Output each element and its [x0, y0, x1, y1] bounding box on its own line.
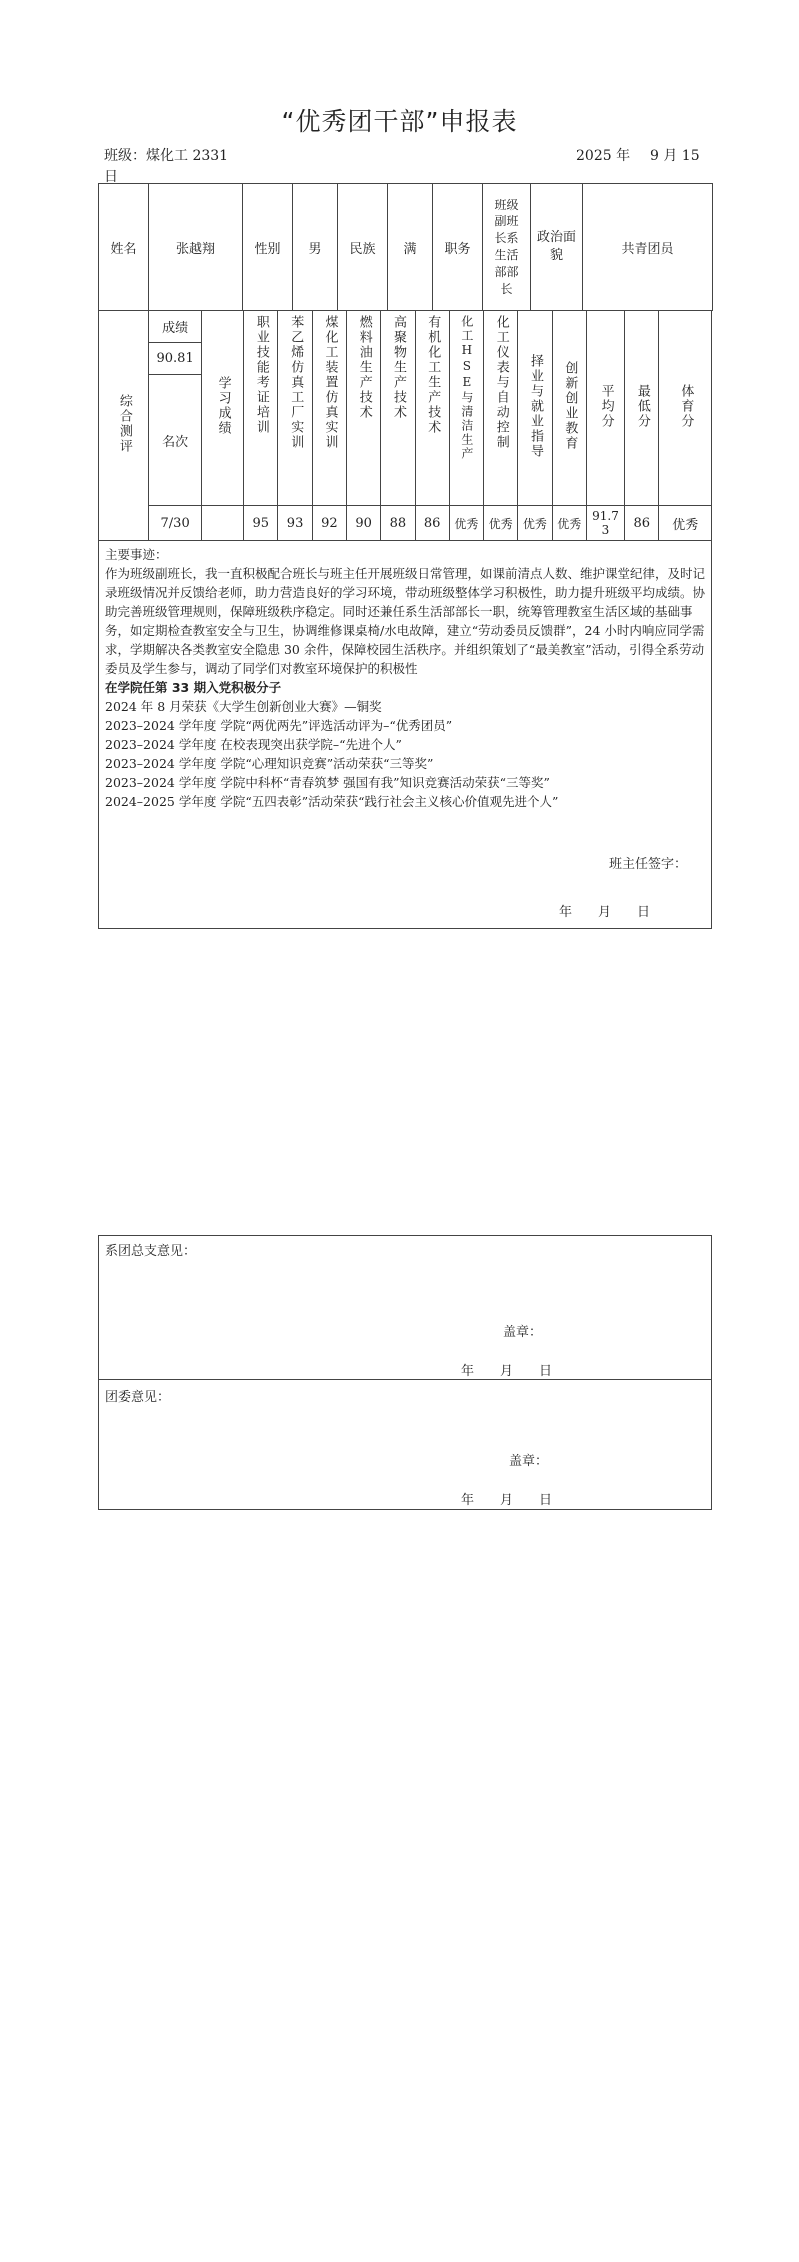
award-item: 2024–2025 学年度 学院“五四表彰”活动荣获“践行社会主义核心价值观先进个人” — [105, 794, 559, 809]
department-opinion-label: 系团总支意见： — [105, 1244, 197, 1259]
department-opinion-section — [98, 1235, 712, 1380]
subject-score-2: 92 — [312, 506, 346, 541]
name-label: 姓名 — [99, 184, 149, 311]
subject-score-10: 91.73 — [586, 506, 624, 541]
subject-score-11: 86 — [625, 506, 659, 541]
subject-score-6: 优秀 — [449, 506, 483, 541]
league-seal-label: 盖章： — [509, 1454, 549, 1469]
subject-9: 创新创业教育 — [562, 361, 578, 451]
subject-score-8: 优秀 — [518, 506, 552, 541]
subject-score-3: 90 — [346, 506, 380, 541]
deeds-heading: 主要事迹： — [105, 547, 168, 562]
study-score-blank — [201, 506, 243, 541]
class-label: 班级：煤化工 2331 — [104, 148, 229, 164]
subject-score-5: 86 — [415, 506, 449, 541]
rank-label: 名次 — [149, 375, 201, 506]
evaluation-section-label: 综合测评 — [116, 393, 132, 454]
subject-12: 体育分 — [678, 383, 694, 429]
subject-11: 最低分 — [634, 383, 650, 429]
rank-value: 7/30 — [149, 506, 201, 541]
duty-label: 职务 — [433, 184, 483, 311]
subject-score-12: 优秀 — [659, 506, 712, 541]
subject-0: 职业技能考证培训 — [253, 315, 269, 435]
subject-score-9: 优秀 — [552, 506, 586, 541]
deeds-paragraph: 作为班级副班长，我一直积极配合班长与班主任开展班级日常管理，如课前清点人数、维护课堂纪律，及时记录班级情况并反馈给老师，助力营造良好的学习环境，带动班级整体学习积极性，助力提升班级平均成绩。协助完善班级管理规则，保障班级秩序稳定。同时还兼任系生活部部长一职，统筹管理教室生活区域的基础事务，如定期检查教室安全与卫生，协调维修课桌椅/水电故障，建立“劳动委员反馈群”，24 小时内响应同学需求，学期解决各类教室安全隐患 30 余件，保障校园生活秩序。并组织策划了“最美教室”活动，引得全系劳动委员及学生参与，调动了同学们对教室环境保护的积极性 — [105, 566, 706, 676]
subject-5: 有机化工生产技术 — [425, 315, 441, 435]
signature-label: 班主任签字： — [609, 857, 688, 872]
study-label: 学习成绩 — [215, 376, 231, 436]
signature-date: 年 月 日 — [559, 905, 651, 920]
league-opinion-label: 团委意见： — [105, 1390, 171, 1405]
league-date: 年 月 日 — [461, 1493, 553, 1508]
gender-label: 性别 — [243, 184, 293, 311]
subject-6: 化工HSE与清洁生产 — [459, 315, 474, 461]
subject-score-7: 优秀 — [484, 506, 518, 541]
subject-1: 苯乙烯仿真工厂实训 — [288, 315, 304, 450]
score-value: 90.81 — [149, 343, 201, 375]
subject-7: 化工仪表与自动控制 — [493, 315, 509, 450]
subject-score-1: 93 — [278, 506, 312, 541]
page-title: “优秀团干部”申报表 — [281, 107, 518, 136]
subject-score-0: 95 — [244, 506, 278, 541]
info-table — [98, 183, 713, 311]
league-opinion-section — [98, 1379, 712, 1510]
subject-4: 高聚物生产技术 — [390, 315, 406, 420]
date-year: 2025 年 — [576, 148, 631, 164]
political-value: 共青团员 — [583, 184, 713, 311]
award-item: 2023–2024 学年度 学院“两优两先”评选活动评为–“优秀团员” — [105, 718, 453, 733]
department-seal-label: 盖章： — [503, 1325, 543, 1340]
award-item: 2023–2024 学年度 在校表现突出获学院–“先进个人” — [105, 737, 402, 752]
deeds-section — [98, 540, 712, 929]
subject-8: 择业与就业指导 — [528, 353, 544, 459]
gender-value: 男 — [293, 184, 338, 311]
name-value: 张越翔 — [149, 184, 243, 311]
date-month-day: 9 月 15 — [650, 148, 700, 164]
subject-10: 平均分 — [598, 383, 614, 429]
party-note: 在学院任第 33 期入党积极分子 — [105, 680, 282, 695]
award-item: 2024 年 8 月荣获《大学生创新创业大赛》—铜奖 — [105, 699, 382, 714]
subject-2: 煤化工装置仿真实训 — [322, 315, 338, 450]
subject-score-4: 88 — [381, 506, 415, 541]
department-date: 年 月 日 — [461, 1364, 553, 1379]
subject-3: 燃料油生产技术 — [356, 315, 372, 420]
award-item: 2023–2024 学年度 学院“心理知识竞赛”活动荣获“三等奖” — [105, 756, 434, 771]
score-label: 成绩 — [149, 311, 201, 343]
award-item: 2023–2024 学年度 学院中科杯“青春筑梦 强国有我”知识竞赛活动荣获“三等奖” — [105, 775, 550, 790]
date-day-char: 日 — [104, 169, 118, 185]
ethnic-value: 满 — [388, 184, 433, 311]
ethnic-label: 民族 — [338, 184, 388, 311]
political-label: 政治面貌 — [537, 229, 577, 263]
duty-value: 班级副班长系生活部部长 — [494, 197, 519, 296]
evaluation-table — [98, 310, 712, 541]
